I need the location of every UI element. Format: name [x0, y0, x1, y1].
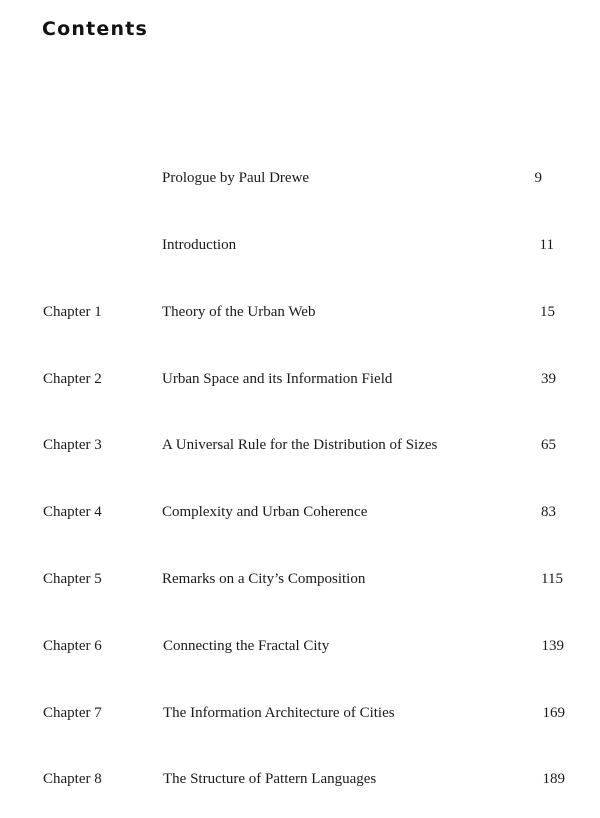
toc-entry-chapter-7: [0, 702, 600, 724]
page-number: 15: [540, 304, 555, 320]
entry-title: Connecting the Fractal City: [163, 638, 330, 654]
page-number: 9: [534, 170, 542, 186]
chapter-label: Chapter 3: [43, 437, 102, 453]
chapter-label: Chapter 2: [43, 371, 102, 387]
toc-entry-introduction: [0, 234, 600, 256]
chapter-label: Chapter 7: [43, 705, 102, 721]
page-number: 115: [541, 571, 563, 587]
page-number: 11: [539, 237, 554, 253]
chapter-label: Chapter 4: [43, 504, 102, 520]
entry-title: Theory of the Urban Web: [162, 304, 316, 320]
toc-entry-chapter-2: [0, 368, 600, 390]
chapter-label: Chapter 1: [43, 304, 102, 320]
entry-title: The Structure of Pattern Languages: [163, 771, 377, 787]
page-number: 139: [541, 638, 564, 654]
page-number: 83: [541, 504, 556, 520]
entry-title: The Information Architecture of Cities: [163, 705, 395, 721]
toc-entry-prologue: [0, 167, 600, 189]
toc-entry-chapter-6: [0, 635, 600, 657]
page-title: Contents: [42, 18, 149, 40]
chapter-label: Chapter 5: [43, 571, 102, 587]
page-number: 65: [541, 437, 556, 453]
entry-title: Prologue by Paul Drewe: [162, 170, 310, 186]
toc-entry-chapter-1: [0, 301, 600, 323]
toc-entry-chapter-3: [0, 434, 600, 456]
page-number: 169: [542, 705, 565, 721]
page-number: 39: [541, 371, 556, 387]
chapter-label: Chapter 8: [43, 771, 102, 787]
entry-title: Urban Space and its Information Field: [162, 371, 393, 387]
entry-title: Remarks on a City’s Composition: [162, 571, 366, 587]
page-number: 189: [542, 771, 565, 787]
toc-entry-chapter-4: [0, 501, 600, 523]
entry-title: Complexity and Urban Coherence: [162, 504, 368, 520]
chapter-label: Chapter 6: [43, 638, 102, 654]
entry-title: Introduction: [162, 237, 237, 253]
toc-entry-chapter-8: [0, 768, 600, 790]
entry-title: A Universal Rule for the Distribution of Sizes: [162, 437, 438, 453]
toc-entry-chapter-5: [0, 568, 600, 590]
